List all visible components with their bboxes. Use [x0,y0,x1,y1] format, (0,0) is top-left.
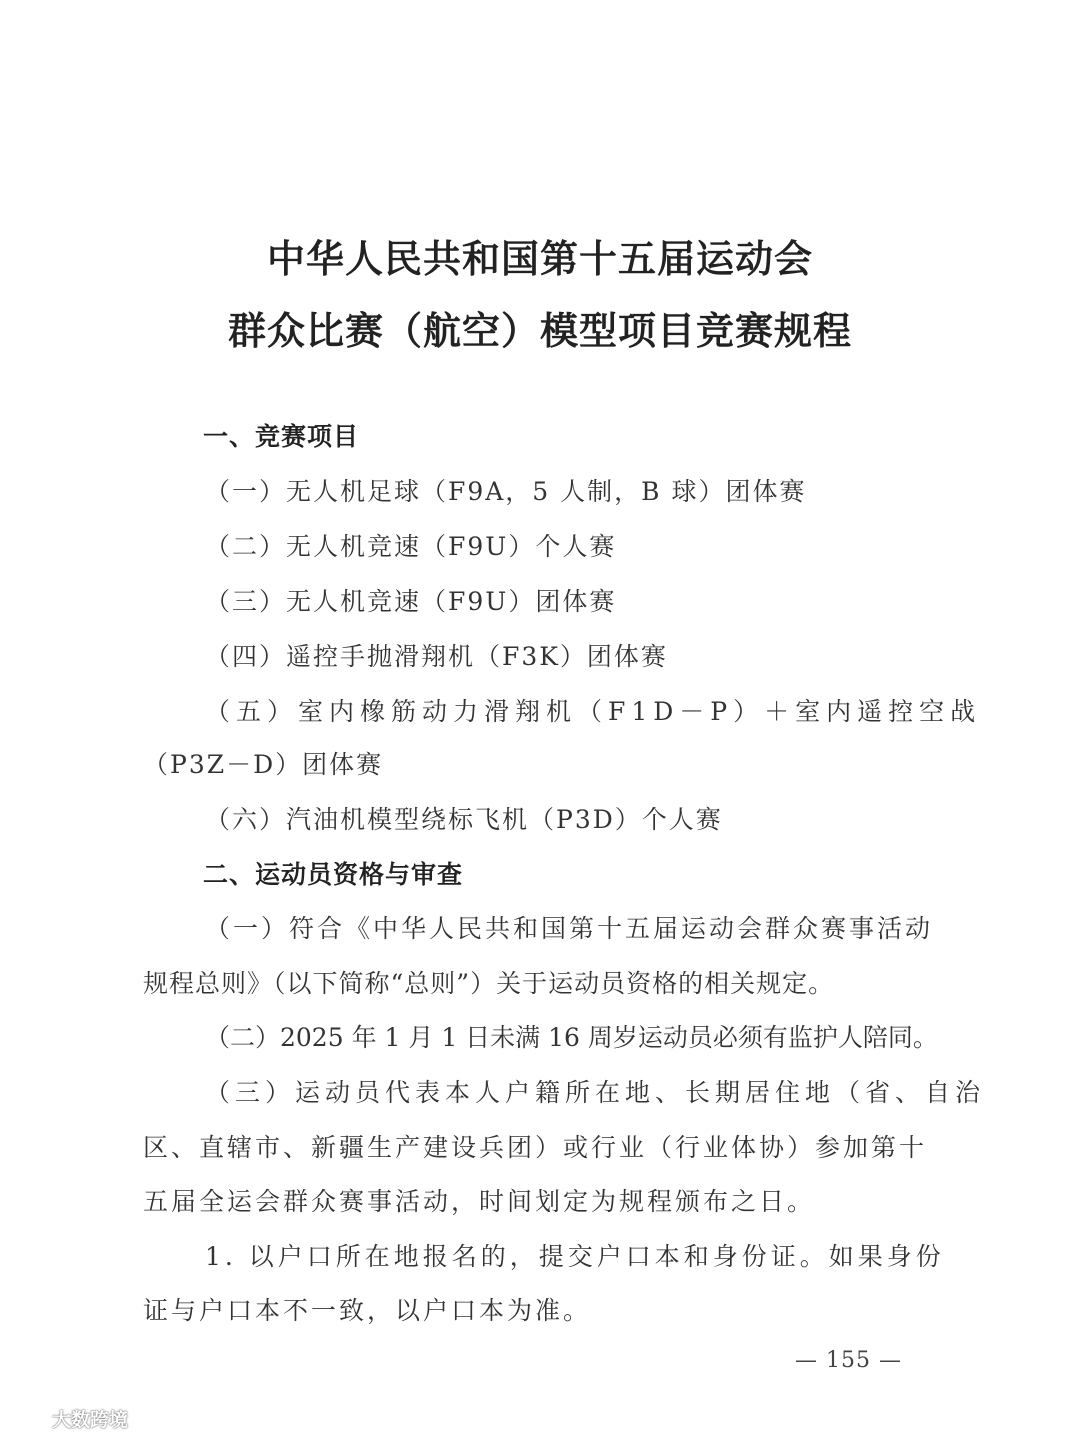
watermark-text: 大数跨境 [52,1408,129,1431]
section-heading-competition-events: 一、竞赛项目 [203,422,360,451]
paragraph-eligibility-1: （一）符合《中华人民共和国第十五届运动会群众赛事活动 [205,914,934,943]
event-item-3: （三）无人机竞速（F9U）团体赛 [205,587,617,616]
event-item-4: （四）遥控手抛滑翔机（F3K）团体赛 [205,642,668,671]
event-item-5: （五）室内橡筋动力滑翔机（F1D－P）＋室内遥控空战 [205,697,982,726]
paragraph-eligibility-3: （三）运动员代表本人户籍所在地、长期居住地（省、自治 [205,1078,986,1107]
paragraph-eligibility-3-item-1: 1. 以户口所在地报名的，提交户口本和身份证。如果身份 [205,1242,945,1271]
event-item-1: （一）无人机足球（F9A，5 人制，B 球）团体赛 [205,477,807,506]
weibo-logo-icon [10,1407,48,1429]
document-title-line-1: 中华人民共和国第十五届运动会 [266,237,813,281]
event-item-6: （六）汽油机模型绕标飞机（P3D）个人赛 [205,805,723,834]
source-watermark [10,1404,128,1432]
paragraph-eligibility-3-continued-2: 五届全运会群众赛事活动，时间划定为规程颁布之日。 [143,1187,816,1216]
section-heading-athlete-eligibility: 二、运动员资格与审查 [203,860,464,889]
document-title-line-2: 群众比赛（航空）模型项目竞赛规程 [227,309,852,353]
paragraph-eligibility-2: （二）2025 年 1 月 1 日未满 16 周岁运动员必须有监护人陪同。 [205,1023,938,1052]
event-item-5-continued: （P3Z－D）团体赛 [143,750,384,779]
paragraph-eligibility-3-item-1-continued: 证与户口本不一致，以户口本为准。 [143,1296,592,1325]
paragraph-eligibility-3-continued-1: 区、直辖市、新疆生产建设兵团）或行业（行业体协）参加第十 [143,1133,928,1162]
paragraph-eligibility-1-continued: 规程总则》（以下简称“总则”）关于运动员资格的相关规定。 [143,969,835,998]
page-number: — 155 — [795,1348,902,1373]
event-item-2: （二）无人机竞速（F9U）个人赛 [205,532,617,561]
